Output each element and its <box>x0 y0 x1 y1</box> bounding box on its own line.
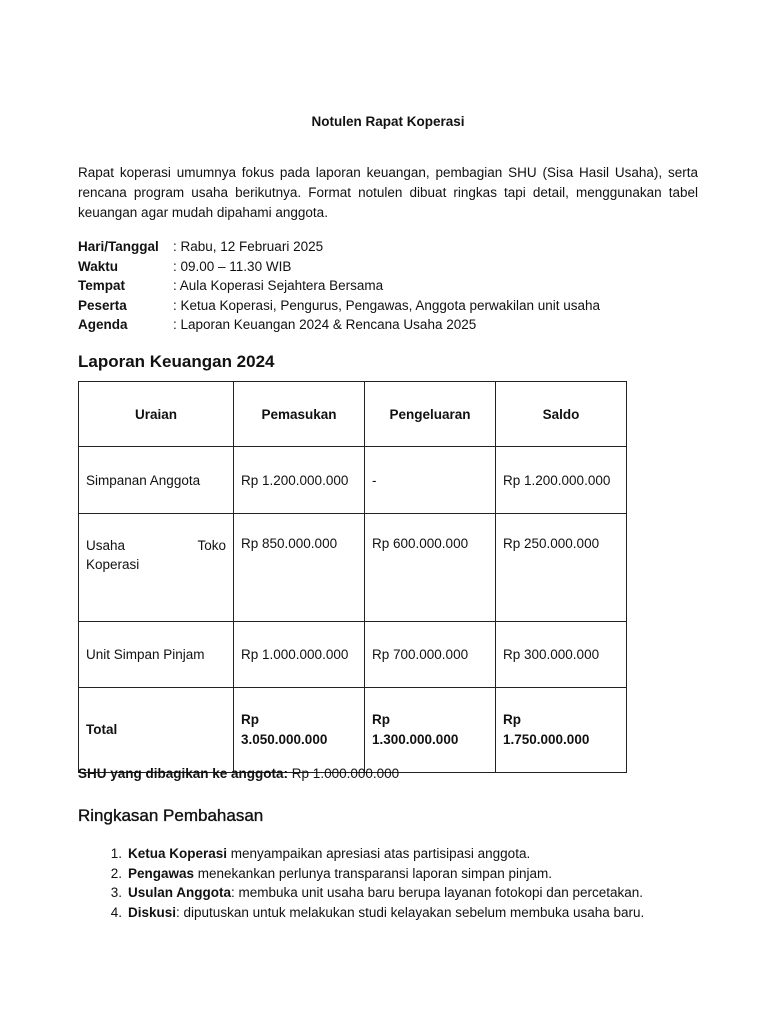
cell-uraian: Unit Simpan Pinjam <box>79 622 234 688</box>
cell-pemasukan: Rp 1.200.000.000 <box>234 447 365 514</box>
cell-uraian-word: Toko <box>197 538 226 553</box>
table-row <box>79 622 627 688</box>
cell-total-pemasukan <box>234 688 365 773</box>
table-header-row <box>79 382 627 447</box>
total-amount: 1.300.000.000 <box>372 732 459 747</box>
list-rest: : diputuskan untuk melakukan studi kelayakan sebelum membuka usaha baru. <box>176 904 645 920</box>
cell-total-pengeluaran <box>365 688 496 773</box>
table-row <box>79 514 627 622</box>
list-number: 2. <box>110 865 122 881</box>
cell-uraian-line1 <box>86 536 226 555</box>
header-pemasukan: Pemasukan <box>234 382 365 447</box>
list-text <box>124 903 644 923</box>
list-item <box>78 883 644 903</box>
list-item <box>78 864 644 884</box>
header-pengeluaran: Pengeluaran <box>365 382 496 447</box>
list-bold: Usulan Anggota <box>128 885 231 900</box>
shu-value: Rp 1.000.000.000 <box>288 766 400 781</box>
meeting-info <box>78 237 600 335</box>
shu-label: SHU yang dibagikan ke anggota: <box>78 766 289 781</box>
meta-row-participants <box>78 296 600 316</box>
cell-uraian: Simpanan Anggota <box>79 447 234 514</box>
meta-key: Hari/Tanggal <box>78 239 159 254</box>
meta-value: : Laporan Keuangan 2024 & Rencana Usaha 2025 <box>173 317 477 332</box>
list-rest: menekankan perlunya transparansi laporan simpan pinjam. <box>194 865 552 881</box>
cell-uraian <box>79 514 234 622</box>
meta-value: : Rabu, 12 Februari 2025 <box>173 239 324 254</box>
header-uraian: Uraian <box>79 382 234 447</box>
list-number: 4. <box>110 904 122 920</box>
document-title: Notulen Rapat Koperasi <box>311 114 465 129</box>
list-text <box>124 844 530 864</box>
total-amount: 3.050.000.000 <box>241 732 328 747</box>
table-row <box>79 447 627 514</box>
meta-value: : 09.00 – 11.30 WIB <box>173 258 292 274</box>
currency-prefix: Rp <box>503 712 521 727</box>
list-text <box>124 864 552 884</box>
meta-key: Waktu <box>78 258 118 274</box>
cell-pengeluaran: Rp 600.000.000 <box>365 514 496 622</box>
meta-row-date <box>78 237 600 257</box>
list-number: 3. <box>110 885 122 900</box>
meta-value: : Ketua Koperasi, Pengurus, Pengawas, Anggota perwakilan unit usaha <box>173 297 601 313</box>
cell-total-label: Total <box>79 688 234 773</box>
cell-saldo: Rp 300.000.000 <box>496 622 627 688</box>
header-saldo: Saldo <box>496 382 627 447</box>
summary-list <box>78 844 644 922</box>
meta-row-time <box>78 257 600 277</box>
cell-pemasukan: Rp 1.000.000.000 <box>234 622 365 688</box>
meta-value: : Aula Koperasi Sejahtera Bersama <box>173 278 384 293</box>
list-bold: Ketua Koperasi <box>128 846 228 861</box>
list-item <box>78 903 644 923</box>
cell-saldo: Rp 1.200.000.000 <box>496 447 627 514</box>
list-text <box>124 883 643 903</box>
currency-prefix: Rp <box>372 712 390 727</box>
list-item <box>78 844 644 864</box>
table-total-row <box>79 688 627 773</box>
list-rest: : membuka unit usaha baru berupa layanan fotokopi dan percetakan. <box>231 885 644 900</box>
list-bold: Diskusi <box>128 904 177 920</box>
cell-pengeluaran: Rp 700.000.000 <box>365 622 496 688</box>
cell-pengeluaran: - <box>365 447 496 514</box>
finance-table <box>78 381 627 773</box>
cell-total-saldo <box>496 688 627 773</box>
finance-heading: Laporan Keuangan 2024 <box>78 352 275 371</box>
list-number: 1. <box>110 846 122 861</box>
cell-saldo: Rp 250.000.000 <box>496 514 627 622</box>
cell-uraian-word: Usaha <box>86 538 126 553</box>
cell-uraian-line2: Koperasi <box>86 557 140 572</box>
list-rest: menyampaikan apresiasi atas partisipasi anggota. <box>227 846 531 861</box>
cell-pemasukan: Rp 850.000.000 <box>234 514 365 622</box>
currency-prefix: Rp <box>241 712 259 727</box>
shu-line <box>78 766 399 781</box>
meta-key: Peserta <box>78 297 127 313</box>
meta-key: Agenda <box>78 317 128 332</box>
meta-row-agenda <box>78 315 600 335</box>
meta-row-place <box>78 276 600 296</box>
meta-key: Tempat <box>78 278 126 293</box>
list-bold: Pengawas <box>128 865 195 881</box>
total-amount: 1.750.000.000 <box>503 732 590 747</box>
summary-heading: Ringkasan Pembahasan <box>78 806 264 825</box>
intro-paragraph: Rapat koperasi umumnya fokus pada laporan keuangan, pembagian SHU (Sisa Hasil Usaha), serta rencana program usaha berikutnya. Format notulen dibuat ringkas tapi detail, menggunakan tabel keuangan agar mudah dipahami anggota. <box>78 165 698 220</box>
